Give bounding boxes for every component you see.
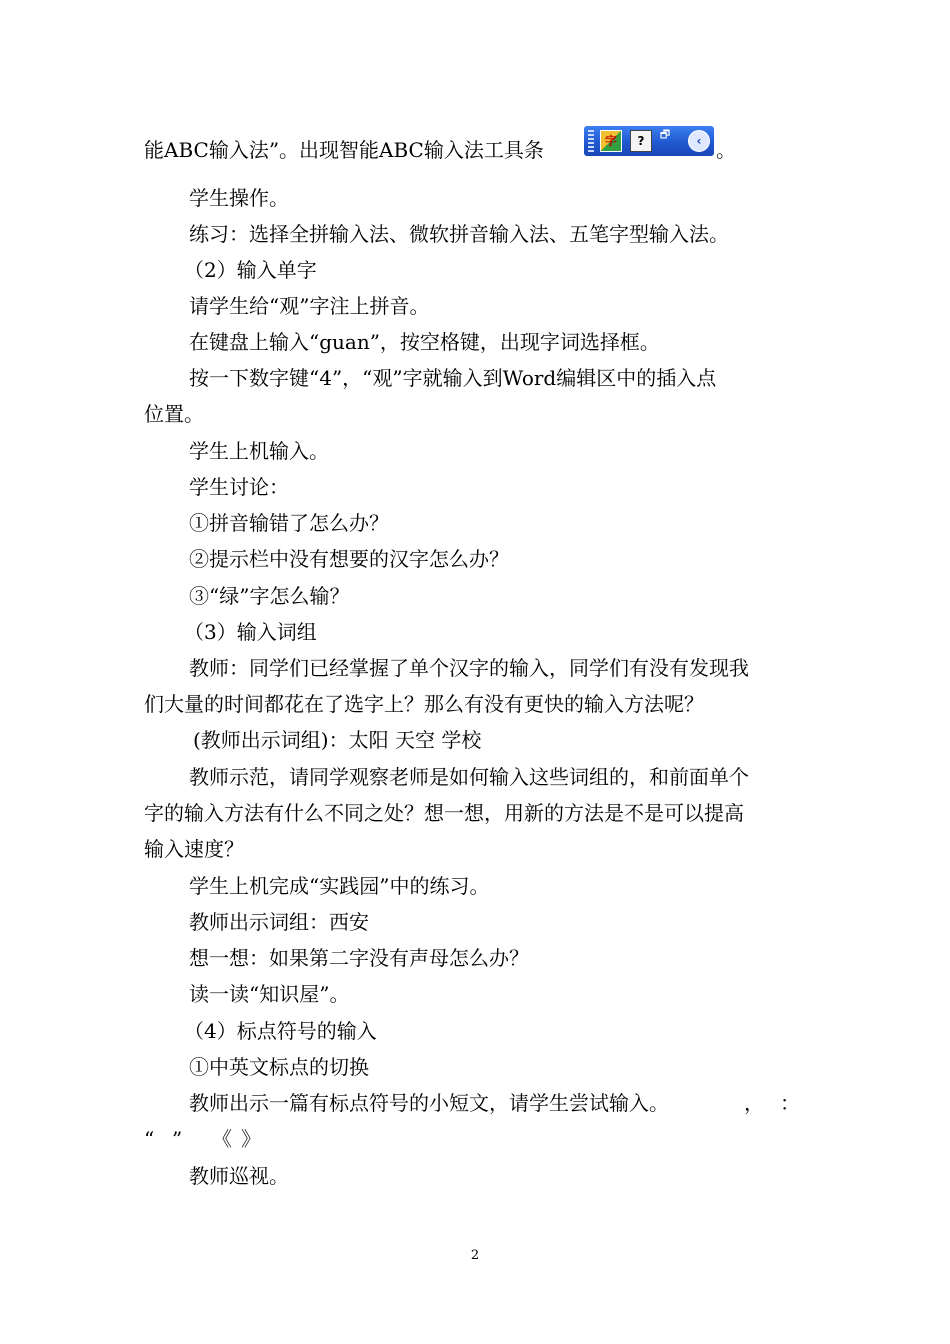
paragraph-line xyxy=(0,180,950,216)
paragraph-line xyxy=(0,976,950,1012)
page-number: 2 xyxy=(470,1248,480,1263)
list-item: ①拼音输错了怎么办？ xyxy=(189,511,389,535)
paragraph-line xyxy=(0,324,950,360)
line-text: 练习：选择全拼输入法、微软拼音输入法、五笔字型输入法。 xyxy=(189,222,729,246)
line-text: 按一下数字键“4”，“观”字就输入到Word编辑区中的插入点 xyxy=(189,366,717,390)
line-text: 们大量的时间都花在了选字上？那么有没有更快的输入方法呢？ xyxy=(144,692,704,716)
paragraph-line xyxy=(0,1049,950,1085)
line-text: 教师：同学们已经掌握了单个汉字的输入，同学们有没有发现我 xyxy=(189,656,749,680)
line-text: 教师出示词组：西安 xyxy=(189,910,369,934)
paragraph-line xyxy=(0,541,950,577)
line-text: 想一想：如果第二字没有声母怎么办？ xyxy=(189,946,529,970)
paragraph-line xyxy=(0,868,950,904)
line-text-end: 。 xyxy=(716,138,736,162)
section-heading: （4）标点符号的输入 xyxy=(184,1019,377,1043)
section-heading: （3）输入词组 xyxy=(184,620,317,644)
line-text: 教师示范，请同学观察老师是如何输入这些词组的，和前面单个 xyxy=(189,765,749,789)
line-text: 字的输入方法有什么不同之处？想一想，用新的方法是不是可以提高 xyxy=(144,801,744,825)
punct-sample: 》 xyxy=(241,1127,261,1151)
paragraph-line xyxy=(0,1013,950,1049)
line-text: 学生讨论： xyxy=(189,475,289,499)
paragraph-line xyxy=(0,1158,950,1194)
line-text: 教师出示一篇有标点符号的小短文，请学生尝试输入。 xyxy=(189,1091,669,1115)
list-item: ①中英文标点的切换 xyxy=(189,1055,369,1079)
punct-sample: “ xyxy=(144,1127,155,1151)
paragraph-line xyxy=(0,940,950,976)
paragraph-line xyxy=(0,469,950,505)
back-arrow-icon[interactable]: ‹ xyxy=(688,130,710,152)
paragraph-line xyxy=(0,1121,950,1157)
paragraph-line xyxy=(0,904,950,940)
paragraph-line xyxy=(0,288,950,324)
paragraph-line xyxy=(0,396,950,432)
paragraph-line xyxy=(0,1085,950,1121)
paragraph-line xyxy=(0,614,950,650)
punct-sample: ， xyxy=(744,1091,764,1115)
line-text: (教师出示词组)：太阳 天空 学校 xyxy=(193,728,482,752)
punct-sample: ” xyxy=(172,1127,183,1151)
line-text: 位置。 xyxy=(144,402,204,426)
paragraph-line xyxy=(0,831,950,867)
paragraph-line xyxy=(0,128,950,168)
punct-sample: ： xyxy=(780,1091,800,1115)
line-text: 请学生给“观”字注上拼音。 xyxy=(189,294,430,318)
section-heading: （2）输入单字 xyxy=(184,258,317,282)
paragraph-line xyxy=(0,505,950,541)
list-item: ③“绿”字怎么输？ xyxy=(189,584,350,608)
paragraph-line xyxy=(0,578,950,614)
paragraph-line xyxy=(0,216,950,252)
paragraph-line xyxy=(0,795,950,831)
paragraph-line xyxy=(0,722,950,758)
abc-ime-toolbar[interactable] xyxy=(584,126,714,156)
line-text: 输入速度？ xyxy=(144,837,244,861)
ime-mode-icon[interactable]: 字 xyxy=(600,130,622,152)
paragraph-line xyxy=(0,759,950,795)
toolbar-grip-icon[interactable] xyxy=(588,130,594,152)
paragraph-line xyxy=(0,650,950,686)
line-text: 学生上机完成“实践园”中的练习。 xyxy=(189,874,490,898)
paragraph-line xyxy=(0,433,950,469)
line-text: 教师巡视。 xyxy=(189,1164,289,1188)
help-icon[interactable]: ? xyxy=(630,130,652,152)
line-text: 读一读“知识屋”。 xyxy=(189,982,350,1006)
punct-sample: 《 xyxy=(212,1127,232,1151)
line-text: 在键盘上输入“guan”，按空格键，出现字词选择框。 xyxy=(189,330,660,354)
paragraph-line xyxy=(0,252,950,288)
line-text: 能ABC输入法”。出现智能ABC输入法工具条 xyxy=(144,138,544,162)
list-item: ②提示栏中没有想要的汉字怎么办？ xyxy=(189,547,509,571)
paragraph-line xyxy=(0,686,950,722)
line-text: 学生操作。 xyxy=(189,186,289,210)
paragraph-line xyxy=(0,360,950,396)
line-text: 学生上机输入。 xyxy=(189,439,329,463)
restore-icon[interactable]: 🗗 xyxy=(659,128,671,141)
